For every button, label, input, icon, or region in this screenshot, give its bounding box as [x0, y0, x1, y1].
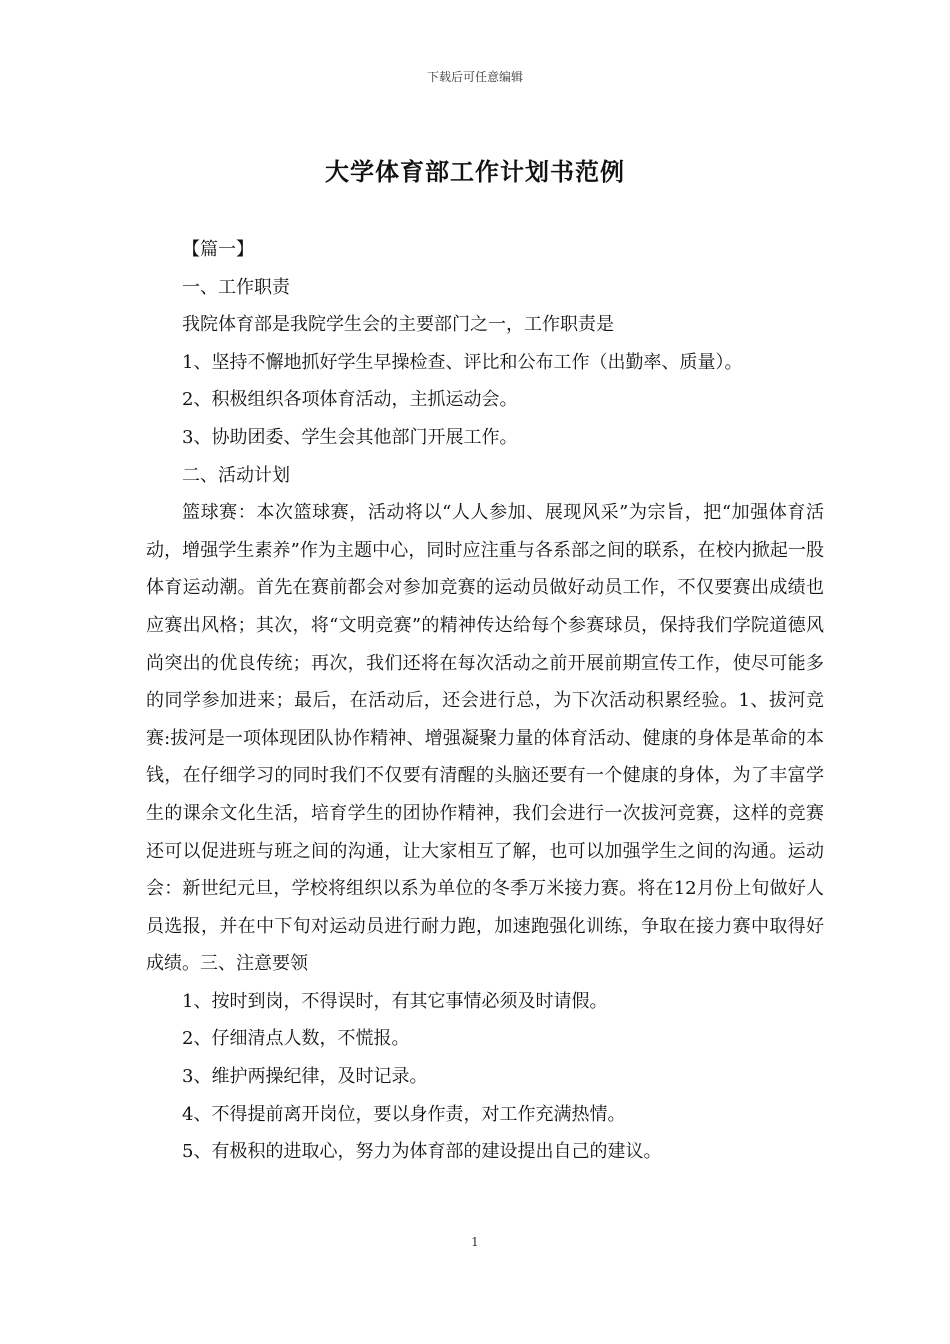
header-note: 下载后可任意编辑 [426, 70, 523, 84]
note-item: 5、有极积的进取心，努力为体育部的建设提出自己的建议。 [182, 1141, 662, 1163]
document-body [146, 231, 824, 1171]
note-item: 1、按时到岗，不得误时，有其它事情必须及时请假。 [182, 990, 608, 1012]
heading-activities: 二、活动计划 [182, 464, 290, 486]
duty-item: 2、积极组织各项体育活动，主抓运动会。 [182, 389, 518, 411]
document-title: 大学体育部工作计划书范例 [325, 157, 625, 186]
note-item: 3、维护两操纪律，及时记录。 [182, 1066, 428, 1088]
section-label: 【篇一】 [182, 239, 254, 260]
heading-duties: 一、工作职责 [182, 276, 290, 298]
duty-item: 1、坚持不懈地抓好学生早操检查、评比和公布工作（出勤率、质量）。 [182, 351, 743, 373]
page-number: 1 [471, 1235, 479, 1249]
duty-item: 3、协助团委、学生会其他部门开展工作。 [182, 426, 518, 448]
note-item: 4、不得提前离开岗位，要以身作责，对工作充满热情。 [182, 1103, 626, 1125]
activity-paragraph: 篮球赛：本次篮球赛，活动将以“人人参加、展现风采”为宗旨，把“加强体育活动，增强学生素养”作为主题中心，同时应注重与各系部之间的联系，在校内掀起一股体育运动潮。首先在赛前都会对参加竞赛的运动员做好动员工作，不仅要赛出成绩也应赛出风格；其次，将“文明竞赛”的精神传达给每个参赛球员，保持我们学院道德风尚突出的优良传统；再次，我们还将在每次活动之前开展前期宣传工作，使尽可能多的同学参加进来；最后，在活动后，还会进行总，为下次活动积累经验。1、拔河竞赛:拔河是一项体现团队协作精神、增强凝聚力量的体育活动、健康的身体是革命的本钱，在仔细学习的同时我们不仅要有清醒的头脑还要有一个健康的身体，为了丰富学生的课余文化生活，培育学生的团协作精神，我们会进行一次拔河竞赛，这样的竞赛还可以促进班与班之间的沟通，让大家相互了解，也可以加强学生之间的沟通。运动会：新世纪元旦，学校将组织以系为单位的冬季万米接力赛。将在12月份上旬做好人员选报，并在中下旬对运动员进行耐力跑，加速跑强化训练，争取在接力赛中取得好成绩。三、注意要领 [146, 502, 824, 975]
duties-intro: 我院体育部是我院学生会的主要部门之一，工作职责是 [182, 314, 614, 336]
note-item: 2、仔细清点人数，不慌报。 [182, 1028, 410, 1050]
